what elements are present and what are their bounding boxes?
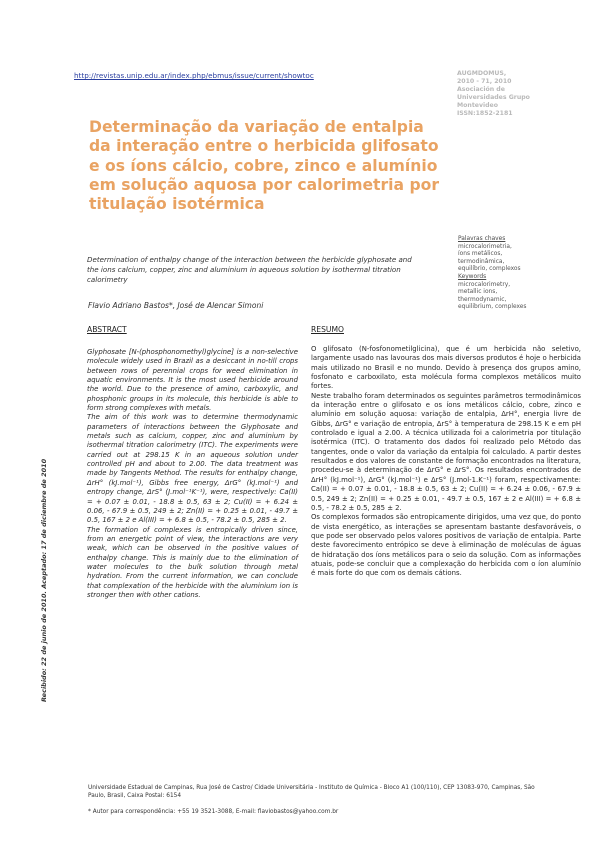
affiliation: Universidade Estadual de Campinas, Rua José de Castro/ Cidade Universitária - Instituto de Química - Bloco A1 (100/110), CEP 13083-970, Campinas, São Paulo, Brasil, Caixa Postal: 6154 xyxy=(88,785,535,799)
correspondence-footnote: * Autor para correspondência: +55 19 3521-3088, E-mail: flaviobastos@yahoo.com.br xyxy=(88,809,339,815)
keyword-item: equilíbrio, complexos xyxy=(458,266,521,273)
keyword-item: equilibrium, complexes xyxy=(458,304,527,311)
meta-line: Montevideo xyxy=(457,102,498,110)
journal-metadata xyxy=(457,70,577,119)
keyword-item: thermodynamic, xyxy=(458,296,507,303)
keyword-item: metallic ions, xyxy=(458,289,498,296)
meta-line: ISSN:1852-2181 xyxy=(457,110,513,118)
resumo-body xyxy=(311,345,581,579)
meta-line: AUGMDOMUS, xyxy=(457,70,507,77)
keywords-sidebar xyxy=(458,236,578,312)
abstract-paragraph: Glyphosate [N-(phosphonomethyl)glycine] is a non-selective molecule widely used in Brazil as a desiccant in no-till crops between rows of perennial crops for weed elimination in aquatic environments. It is the most used herbicide around the world. Due to the presence of amino, carboxylic, and phosphonic groups in its molecule, this herbicide is able to form strong complexes with metals. xyxy=(87,348,298,413)
abstract-body xyxy=(87,348,298,600)
meta-line: Asociación de xyxy=(457,86,505,94)
resumo-paragraph: Os complexos formados são entropicamente dirigidos, uma vez que, do ponto de vista energético, as interações se apresentam bastante desfavoráveis, o que pode ser observado pelos valores positivos de variação de entalpia. Parte deste favorecimento entrópico se deve à eliminação de moléculas de águas de hidratação dos íons metálicos para o seio da solução. Com as informações atuais, pode-se concluir que a complexação do herbicida com o íon alumínio é mais forte do que com os demais cátions. xyxy=(311,513,581,578)
keywords-en-heading: Keywords xyxy=(458,273,487,280)
journal-url-link[interactable]: http://revistas.unip.edu.ar/index.php/ebmus/issue/current/showtoc xyxy=(74,71,314,80)
keyword-item: microcalorimetria, xyxy=(458,243,512,250)
authors: Flavio Adriano Bastos*, José de Alencar Simoni xyxy=(88,301,264,310)
article-title: Determinação da variação de entalpia da interação entre o herbicida glifosato e os íons cálcio, cobre, zinco e alumínio em solução aquosa por calorimetria por titulação isotérmica xyxy=(89,118,440,214)
resumo-heading: RESUMO xyxy=(311,325,344,334)
keyword-item: íons metálicos, xyxy=(458,251,503,258)
received-text: Recibido: 22 de junio de 2010. Aceptado: 17 de diciembre de 2010 xyxy=(40,458,48,702)
keyword-item: microcalorimetry, xyxy=(458,281,511,288)
resumo-paragraph: O glifosato (N-fosfonometilglicina), que é um herbicida não seletivo, largamente usado nas lavouras dos mais diversos produtos é hoje o herbicida mais utilizado no Brasil e no mundo. Devido à presença dos grupos amino, fosfonato e carboxilato, esta molécula forma complexos metálicos muito fortes. xyxy=(311,345,581,391)
english-title: Determination of enthalpy change of the interaction between the herbicide glyphosate and the ions calcium, copper, zinc and aluminium in aqueous solution by isothermal titration calorimetry xyxy=(87,255,412,285)
abstract-paragraph: The formation of complexes is entropically driven since, from an energetic point of view, the interactions are very weak, which can be observed in the positive values of enthalpy change. This is mainly due to the elimination of water molecules to the bulk solution through metal hydration. From the current information, we can conclude that complexation of the herbicide with the aluminium ion is stronger then with other cations. xyxy=(87,525,298,599)
keyword-item: termodinâmica, xyxy=(458,258,505,265)
abstract-paragraph: The aim of this work was to determine thermodynamic parameters of interactions between the Glyphosate and metals such as calcium, copper, zinc and aluminium by isothermal titration calorimetry (ITC). The experiments were carried out at 298.15 K in an aqueous solution under controlled pH and about to 2.00. The data treatment was made by Tangents Method. The results for enthalpy change, ΔrH° (kJ.mol⁻¹), Gibbs free energy, ΔrG° (kJ.mol⁻¹) and entropy change, ΔrS° (J.mol⁻¹K⁻¹), were, respectively: Ca(II) = + 0.07 ± 0.01, - 18.8 ± 0.5, 63 ± 2; Cu(II) = + 6.24 ± 0.06, - 67.9 ± 0.5, 249 ± 2; Zn(II) = + 0.25 ± 0.01, - 49.7 ± 0.5, 167 ± 2 e Al(III) = + 6.8 ± 0.5, - 78.2 ± 0.5, 285 ± 2. xyxy=(87,413,298,525)
received-dates xyxy=(38,442,52,702)
keywords-pt-heading: Palavras chaves xyxy=(458,236,506,242)
resumo-paragraph: Neste trabalho foram determinados os seguintes parâmetros termodinâmicos da interação entre o glifosato e os íons metálicos cálcio, cobre, zinco e alumínio em solução aquosa: variação de entalpia, ΔrH°, energia livre de Gibbs, ΔrG° e variação de entropia, ΔrS° à temperatura de 298.15 K e em pH controlado e igual a 2.00. A técnica utilizada foi a calorimetria por titulação isotérmica (ITC). O tratamento dos dados foi realizado pelo Método das tangentes, onde o valor da variação da entalpia foi calculado. A partir destes resultados e dos valores de constante de formação encontrados na literatura, procedeu-se à determinação de ΔrG° e ΔrS°. Os resultados encontrados de ΔrH° (kJ.mol⁻¹), ΔrG° (kJ.mol⁻¹) e ΔrS° (J.mol-1.K⁻¹) foram, respectivamente: Ca(II) = + 0.07 ± 0.01, - 18.8 ± 0.5, 63 ± 2; Cu(II) = + 6.24 ± 0.06, - 67.9 ± 0.5, 249 ± 2; Zn(II) = + 0.25 ± 0.01, - 49.7 ± 0.5, 167 ± 2 e Al(III) = + 6.8 ± 0.5, - 78.2 ± 0.5, 285 ± 2. xyxy=(311,391,581,512)
meta-line: Universidades Grupo xyxy=(457,94,530,102)
abstract-heading: ABSTRACT xyxy=(87,325,127,334)
meta-line: 2010 - 71, 2010 xyxy=(457,78,512,86)
